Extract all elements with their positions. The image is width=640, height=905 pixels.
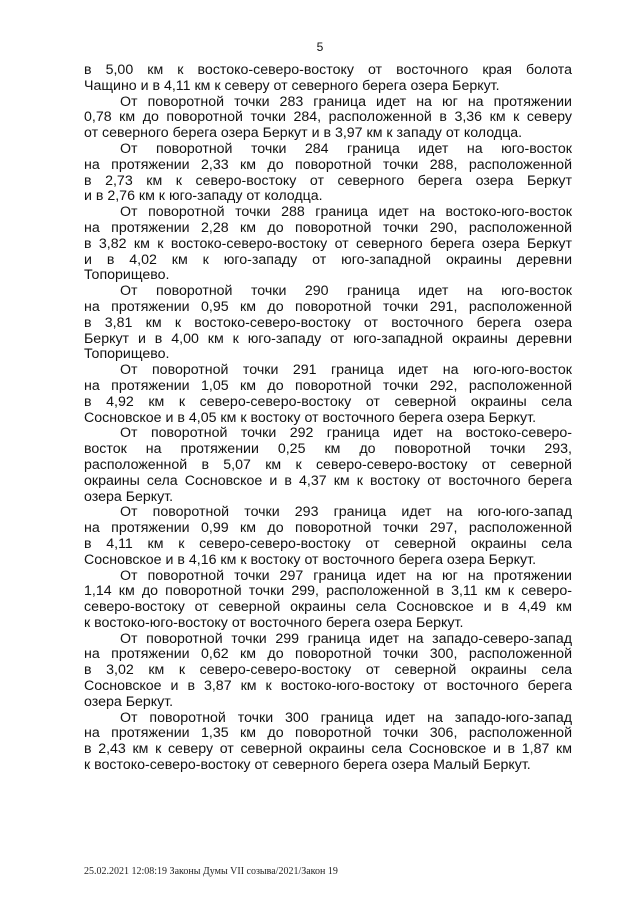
text-line: От поворотной точки 299 граница идет на западо-северо-запад <box>120 630 572 647</box>
text-line: Сосновское и в 4,05 км к востоку от восточного берега озера Беркут. <box>84 409 537 426</box>
text-line: От поворотной точки 288 граница идет на востоко-юго-восток <box>120 204 572 221</box>
paragraph <box>84 205 572 284</box>
text-line: 0,78 км до поворотной точки 284, расположенной в 3,36 км к северу <box>84 109 572 126</box>
text-line: 1,14 км до поворотной точки 299, расположенной в 3,11 км к северо- <box>84 583 572 600</box>
text-line: Сосновское и в 4,16 км к востоку от восточного берега озера Беркут. <box>84 551 537 568</box>
paragraph <box>84 632 572 711</box>
text-line: к востоко-северо-востоку от северного берега озера Малый Беркут. <box>84 757 531 774</box>
text-line: От поворотной точки 297 граница идет на юг на протяжении <box>120 567 572 584</box>
text-line: расположенной в 5,07 км к северо-северо-востоку от северной <box>84 456 572 473</box>
text-line: От поворотной точки 291 граница идет на юго-юго-восток <box>120 362 572 379</box>
text-line: От поворотной точки 293 граница идет на юго-юго-запад <box>120 504 572 521</box>
text-line: в 2,43 км к северу от северной окраины села Сосновское и в 1,87 км <box>84 741 572 758</box>
text-line: на протяжении 1,05 км до поворотной точки 292, расположенной <box>84 377 572 394</box>
text-line: озера Беркут. <box>84 488 174 505</box>
paragraph <box>84 426 572 505</box>
text-line: окраины села Сосновское и в 4,37 км к востоку от восточного берега <box>84 472 572 489</box>
text-line: От поворотной точки 283 граница идет на юг на протяжении <box>120 93 572 110</box>
text-line: Сосновское и в 3,87 км к востоко-юго-востоку от восточного берега <box>84 678 572 695</box>
text-line: в 3,02 км к северо-северо-востоку от северной окраины села <box>84 662 572 679</box>
text-line: в 4,92 км к северо-северо-востоку от северной окраины села <box>84 393 572 410</box>
text-line: восток на протяжении 0,25 км до поворотной точки 293, <box>84 441 572 458</box>
text-line: северо-востоку от северной окраины села Сосновское и в 4,49 км <box>84 599 572 616</box>
text-line: от северного берега озера Беркут и в 3,97 км к западу от колодца. <box>84 125 523 142</box>
text-line: Топорищево. <box>84 346 170 363</box>
paragraph <box>84 63 572 95</box>
paragraph <box>84 569 572 632</box>
text-line: озера Беркут. <box>84 693 174 710</box>
text-line: на протяжении 1,35 км до поворотной точки 306, расположенной <box>84 725 572 742</box>
page-number: 5 <box>316 40 324 54</box>
text-line: на протяжении 2,28 км до поворотной точки 290, расположенной <box>84 219 572 236</box>
text-line: на протяжении 0,99 км до поворотной точки 297, расположенной <box>84 520 572 537</box>
paragraph <box>84 363 572 426</box>
text-line: Топорищево. <box>84 267 170 284</box>
text-line: и в 4,02 км к юго-западу от юго-западной окраины деревни <box>84 251 572 268</box>
text-line: в 2,73 км к северо-востоку от северного берега озера Беркут <box>84 172 572 189</box>
text-line: в 5,00 км к востоко-северо-востоку от восточного края болота <box>84 62 572 78</box>
text-line: От поворотной точки 284 граница идет на юго-восток <box>120 140 572 157</box>
text-line: на протяжении 0,95 км до поворотной точки 291, расположенной <box>84 298 572 315</box>
text-line: и в 2,76 км к юго-западу от колодца. <box>84 188 323 205</box>
paragraph <box>84 142 572 205</box>
text-line: От поворотной точки 300 граница идет на западо-юго-запад <box>120 709 572 726</box>
text-line: на протяжении 2,33 км до поворотной точки 288, расположенной <box>84 156 572 173</box>
text-line: к востоко-юго-востоку от восточного берега озера Беркут. <box>84 614 464 631</box>
text-line: Чащино и в 4,11 км к северу от северного берега озера Беркут. <box>84 77 500 94</box>
text-line: в 3,81 км к востоко-северо-востоку от восточного берега озера <box>84 314 572 331</box>
paragraph <box>84 284 572 363</box>
document-footer: 25.02.2021 12:08:19 Законы Думы VII созыва/2021/Закон 19 <box>84 866 338 877</box>
text-line: в 3,82 км к востоко-северо-востоку от северного берега озера Беркут <box>84 235 572 252</box>
paragraph <box>84 711 572 774</box>
document-body <box>84 63 572 774</box>
paragraph <box>84 505 572 568</box>
text-line: на протяжении 0,62 км до поворотной точки 300, расположенной <box>84 646 572 663</box>
text-line: Беркут и в 4,00 км к юго-западу от юго-западной окраины деревни <box>84 330 572 347</box>
text-line: От поворотной точки 292 граница идет на востоко-северо- <box>120 425 572 442</box>
text-line: От поворотной точки 290 граница идет на юго-восток <box>120 283 572 300</box>
text-line: в 4,11 км к северо-северо-востоку от северной окраины села <box>84 535 572 552</box>
paragraph <box>84 95 572 142</box>
